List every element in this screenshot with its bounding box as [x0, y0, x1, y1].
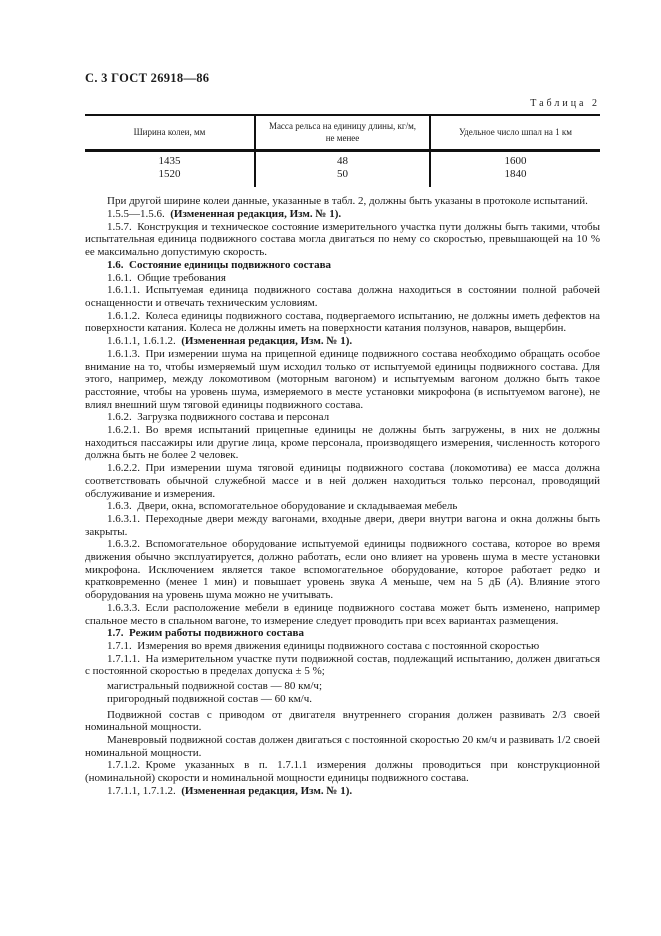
rail-parameters-table	[85, 114, 600, 187]
text-segment: (Измененная редакция, Изм. № 1).	[181, 784, 353, 797]
paragraph	[85, 709, 600, 734]
text-segment: 1.6.2. Загрузка подвижного состава и персонал	[107, 411, 330, 424]
text-segment: 1.6. Состояние единицы подвижного состава	[107, 258, 332, 271]
paragraph	[85, 424, 600, 462]
text-segment: Подвижной состав с приводом от двигателя внутреннего сгорания должен развивать 2/3 своей номинальной мощности.	[85, 708, 600, 734]
text-segment: 1.7.1.1, 1.7.1.2.	[107, 784, 182, 797]
column-header: Ширина колеи, мм	[85, 115, 255, 151]
text-segment: пригородный подвижной состав — 60 км/ч.	[107, 692, 313, 705]
text-segment: 1.6.3. Двери, окна, вспомогательное оборудование и складываемая мебель	[107, 500, 458, 513]
text-segment: А	[380, 576, 388, 589]
text-segment: 1.6.1. Общие требования	[107, 271, 226, 284]
table-row	[85, 168, 600, 187]
paragraph	[85, 500, 600, 513]
table-cell: 1840	[504, 168, 527, 181]
text-segment: Маневровый подвижной состав должен двигаться с постоянной скоростью 20 км/ч и развивать 1/2 своей номинальной мощности.	[85, 733, 600, 759]
table-label: Таблица 2	[530, 98, 600, 109]
text-segment: 1.7.1.2. Кроме указанных в п. 1.7.1.1 измерения должны проводиться при конструкционной (номинальной) скорости и номинальной мощности единицы подвижного состава.	[85, 759, 600, 785]
text-segment: 1.6.1.1, 1.6.1.2.	[107, 335, 182, 348]
paragraph	[85, 195, 600, 208]
text-segment: 1.7.1. Измерения во время движения единицы подвижного состава с постоянной скоростью	[107, 639, 540, 652]
text-segment: (Измененная редакция, Изм. № 1).	[170, 208, 342, 221]
paragraph	[85, 272, 600, 285]
paragraph	[85, 653, 600, 678]
column-header: Удельное число шпал на 1 км	[430, 115, 600, 151]
text-segment: 1.6.1.2. Колеса единицы подвижного состава, подвергаемого испытанию, не должны иметь дефектов на поверхности катания. Колеса не должны иметь на поверхности катания ползунов, наваров, выщербин.	[85, 309, 600, 335]
paragraph	[85, 208, 600, 221]
text-segment: 1.7. Режим работы подвижного состава	[107, 627, 304, 640]
paragraph	[85, 693, 600, 706]
text-segment: 1.6.1.1. Испытуемая единица подвижного состава должна находиться в состоянии полной рабочей оснащенности и отвечать техническим условиям.	[85, 284, 600, 309]
text-segment: При другой ширине колеи данные, указанные в табл. 2, должны быть указаны в протоколе испытаний.	[107, 195, 588, 208]
table-head	[85, 115, 600, 151]
paragraph	[85, 310, 600, 335]
running-head: С. 3 ГОСТ 26918—86	[85, 71, 210, 85]
text-segment: (Измененная редакция, Изм. № 1).	[181, 335, 353, 348]
column-header: Масса рельса на единицу длины, кг/м, не менее	[255, 115, 430, 151]
table-cell: 48	[255, 151, 430, 169]
paragraph	[85, 734, 600, 759]
table-header-row	[85, 115, 600, 151]
paragraph	[85, 680, 600, 693]
paragraph	[85, 602, 600, 627]
paragraph	[85, 640, 600, 653]
text-segment: 1.6.1.3. При измерении шума на прицепной единице подвижного состава необходимо обращать особое внимание на то, чтобы измеряемый шум исходил только от испытуемой единицы подвижного состава. Для этого, например, между локомотивом (моторным вагоном) и испытуемым вагоном должно быть такое расстояние, чтобы на уровень шума, измеряемого в месте установки микрофона (в испытуемом вагоне), не влиял внешний шум тяговой единицы подвижного состава.	[85, 347, 600, 411]
paragraph	[85, 411, 600, 424]
paragraph	[85, 785, 600, 798]
document-body	[85, 195, 600, 797]
paragraph	[85, 335, 600, 348]
table-cell: 1435	[158, 155, 181, 168]
text-segment: 1.5.5—1.5.6.	[107, 208, 171, 221]
table-cell: 1520	[158, 168, 181, 181]
text-segment: 1.6.2.1. Во время испытаний прицепные единицы не должны быть загружены, в них не должны находиться пассажиры или другие лица, кроме персонала, производящего измерения, численность которого должна быть не более 2 человек.	[85, 424, 600, 462]
table-row	[85, 151, 600, 169]
text-segment: 1.7.1.1. На измерительном участке пути подвижной состав, подлежащий испытанию, должен двигаться с постоянной скоростью в пределах допуска ± 5 %;	[85, 652, 600, 678]
paragraph	[85, 348, 600, 412]
text-segment: 1.6.3.1. Переходные двери между вагонами, входные двери, двери внутри вагона и окна должны быть закрыты.	[85, 512, 600, 538]
text-segment: 1.5.7. Конструкция и техническое состояние измерительного участка пути должны быть такими, чтобы испытательная единица подвижного состава могла двигаться по нему со скоростью, превышающей на 10 % ее максимально допустимую скорость.	[85, 220, 600, 259]
table-body	[85, 151, 600, 188]
table-cell: 1600	[504, 155, 527, 168]
paragraph	[85, 462, 600, 500]
text-segment: 1.6.3.2. Вспомогательное оборудование испытуемой единицы подвижного состава, которое во время движения обычно эксплуатируется, должно работать, если оно влияет на уровень шума в месте установки микрофона. Исключением является такое вспомогательное оборудование, которое работает редко и кратковременно (менее 1 мин) и повышает уровень звука	[85, 538, 600, 589]
section-heading-1-7	[85, 627, 600, 640]
text-segment: магистральный подвижной состав — 80 км/ч;	[107, 680, 323, 693]
paragraph	[85, 284, 600, 309]
paragraph	[85, 538, 600, 602]
text-segment: меньше, чем на 5 дБ (	[387, 576, 511, 589]
paragraph	[85, 221, 600, 259]
text-segment: А	[510, 576, 517, 589]
text-segment: 1.6.3.3. Если расположение мебели в единице подвижного состава может быть изменено, например спальное место в спальном вагоне, то измерение следует проводить при всех вариантах размещения.	[85, 601, 600, 627]
paragraph	[85, 759, 600, 784]
text-segment: 1.6.2.2. При измерении шума тяговой единицы подвижного состава (локомотива) ее масса должна соответствовать обычной служебной массе и в ней должен находиться только персонал, проводящий обслуживание и измерения.	[85, 462, 600, 500]
table-cell: 50	[255, 168, 430, 187]
text-segment: ). Влияние этого оборудования на уровень шума можно не учитывать.	[85, 576, 600, 602]
section-heading-1-6	[85, 259, 600, 272]
paragraph	[85, 513, 600, 538]
